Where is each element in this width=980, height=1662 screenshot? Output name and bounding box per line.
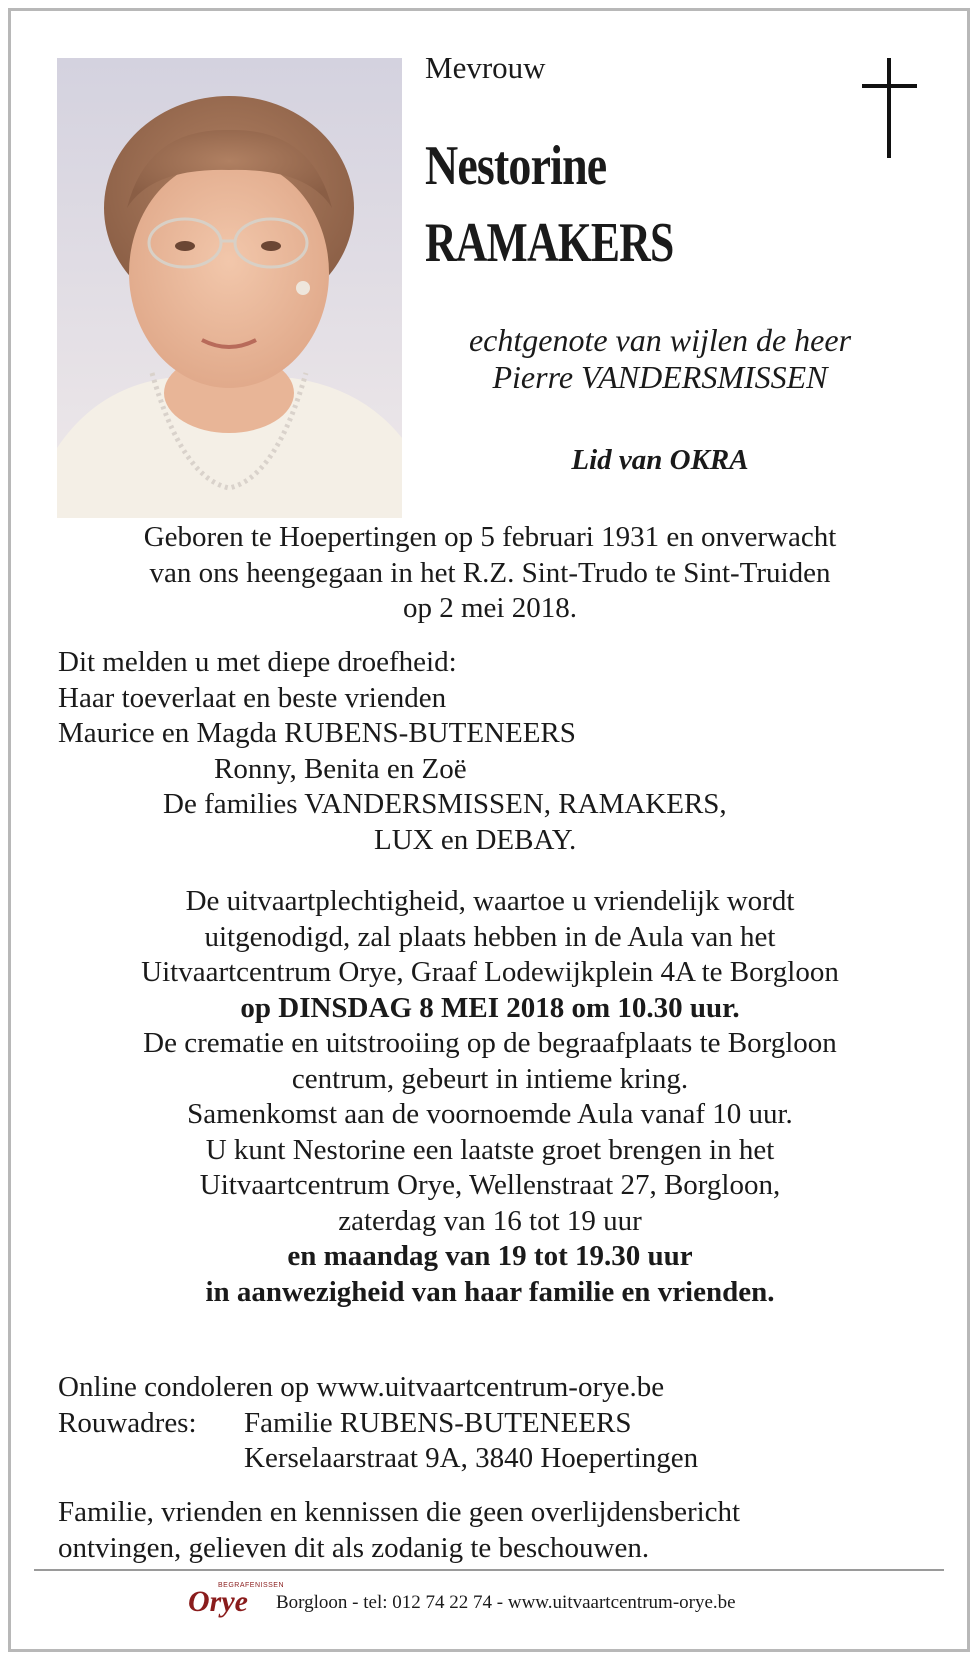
text-line: op 2 mei 2018.: [403, 592, 577, 624]
text-line: De uitvaartplechtigheid, waartoe u vriendelijk wordt: [185, 885, 795, 917]
footer-divider: [34, 1569, 944, 1571]
text-line: U kunt Nestorine een laatste groet brengen in het: [205, 1133, 775, 1166]
cross-icon: [860, 58, 920, 158]
company-logo: Orye: [188, 1585, 248, 1618]
online-condolence: Online condoleren op www.uitvaartcentrum-orye.be: [58, 1371, 665, 1403]
address-line: Familie RUBENS-BUTENEERS: [244, 1406, 632, 1439]
text-line: uitgenodigd, zal plaats hebben in de Aula van het: [204, 920, 776, 953]
spouse-note: [400, 322, 920, 396]
mourners-paragraph: [58, 645, 948, 858]
text-line: De crematie en uitstrooiing op de begraafplaats te Borgloon: [143, 1027, 837, 1059]
footer-contact: Borgloon - tel: 012 74 22 74 - www.uitvaartcentrum-orye.be: [276, 1592, 736, 1613]
text-line: centrum, gebeurt in intieme kring.: [291, 1062, 689, 1095]
text-line: ontvingen, gelieven dit als zodanig te beschouwen.: [58, 1531, 650, 1564]
ceremony-paragraph: [30, 884, 950, 1310]
text-line: zaterdag van 16 tot 19 uur: [338, 1204, 642, 1237]
text-line: en maandag van 19 tot 19.30 uur: [287, 1240, 693, 1272]
address-row: [58, 1406, 948, 1442]
ceremony-date: op DINSDAG 8 MEI 2018 om 10.30 uur.: [240, 991, 740, 1024]
logo-subtitle: BEGRAFENISSEN: [218, 1582, 285, 1589]
text-line: Uitvaartcentrum Orye, Graaf Lodewijkplein 4A te Borgloon: [141, 956, 839, 988]
text-line: Dit melden u met diepe droefheid:: [58, 646, 457, 678]
portrait-photo: [57, 58, 402, 518]
text-line: De families VANDERSMISSEN, RAMAKERS,: [163, 788, 727, 820]
text-line: Maurice en Magda RUBENS-BUTENEERS: [58, 717, 576, 749]
text-line: LUX en DEBAY.: [374, 823, 577, 856]
last-name: RAMAKERS: [425, 212, 674, 274]
text-line: Samenkomst aan de voornoemde Aula vanaf 10 uur.: [187, 1098, 793, 1130]
text-line: Geboren te Hoepertingen op 5 februari 1931 en onverwacht: [143, 521, 837, 553]
address-label: Rouwadres:: [58, 1406, 197, 1439]
address-line: Kerselaarstraat 9A, 3840 Hoepertingen: [244, 1442, 699, 1474]
contact-paragraph: [58, 1370, 948, 1477]
closing-paragraph: [58, 1495, 948, 1566]
first-name: Nestorine: [425, 135, 607, 197]
text-line: in aanwezigheid van haar familie en vrienden.: [205, 1275, 775, 1308]
text-line: Ronny, Benita en Zoë: [214, 752, 467, 785]
text-line: Uitvaartcentrum Orye, Wellenstraat 27, Borgloon,: [199, 1169, 781, 1201]
honorific: Mevrouw: [425, 50, 546, 85]
text-line: Haar toeverlaat en beste vrienden: [58, 681, 447, 714]
spouse-line: echtgenote van wijlen de heer: [468, 322, 852, 358]
text-line: van ons heengegaan in het R.Z. Sint-Trudo te Sint-Truiden: [149, 556, 831, 589]
membership: Lid van OKRA: [571, 444, 749, 476]
spouse-line: Pierre VANDERSMISSEN: [492, 359, 828, 395]
text-line: Familie, vrienden en kennissen die geen overlijdensbericht: [58, 1496, 741, 1528]
birth-paragraph: [30, 520, 950, 627]
